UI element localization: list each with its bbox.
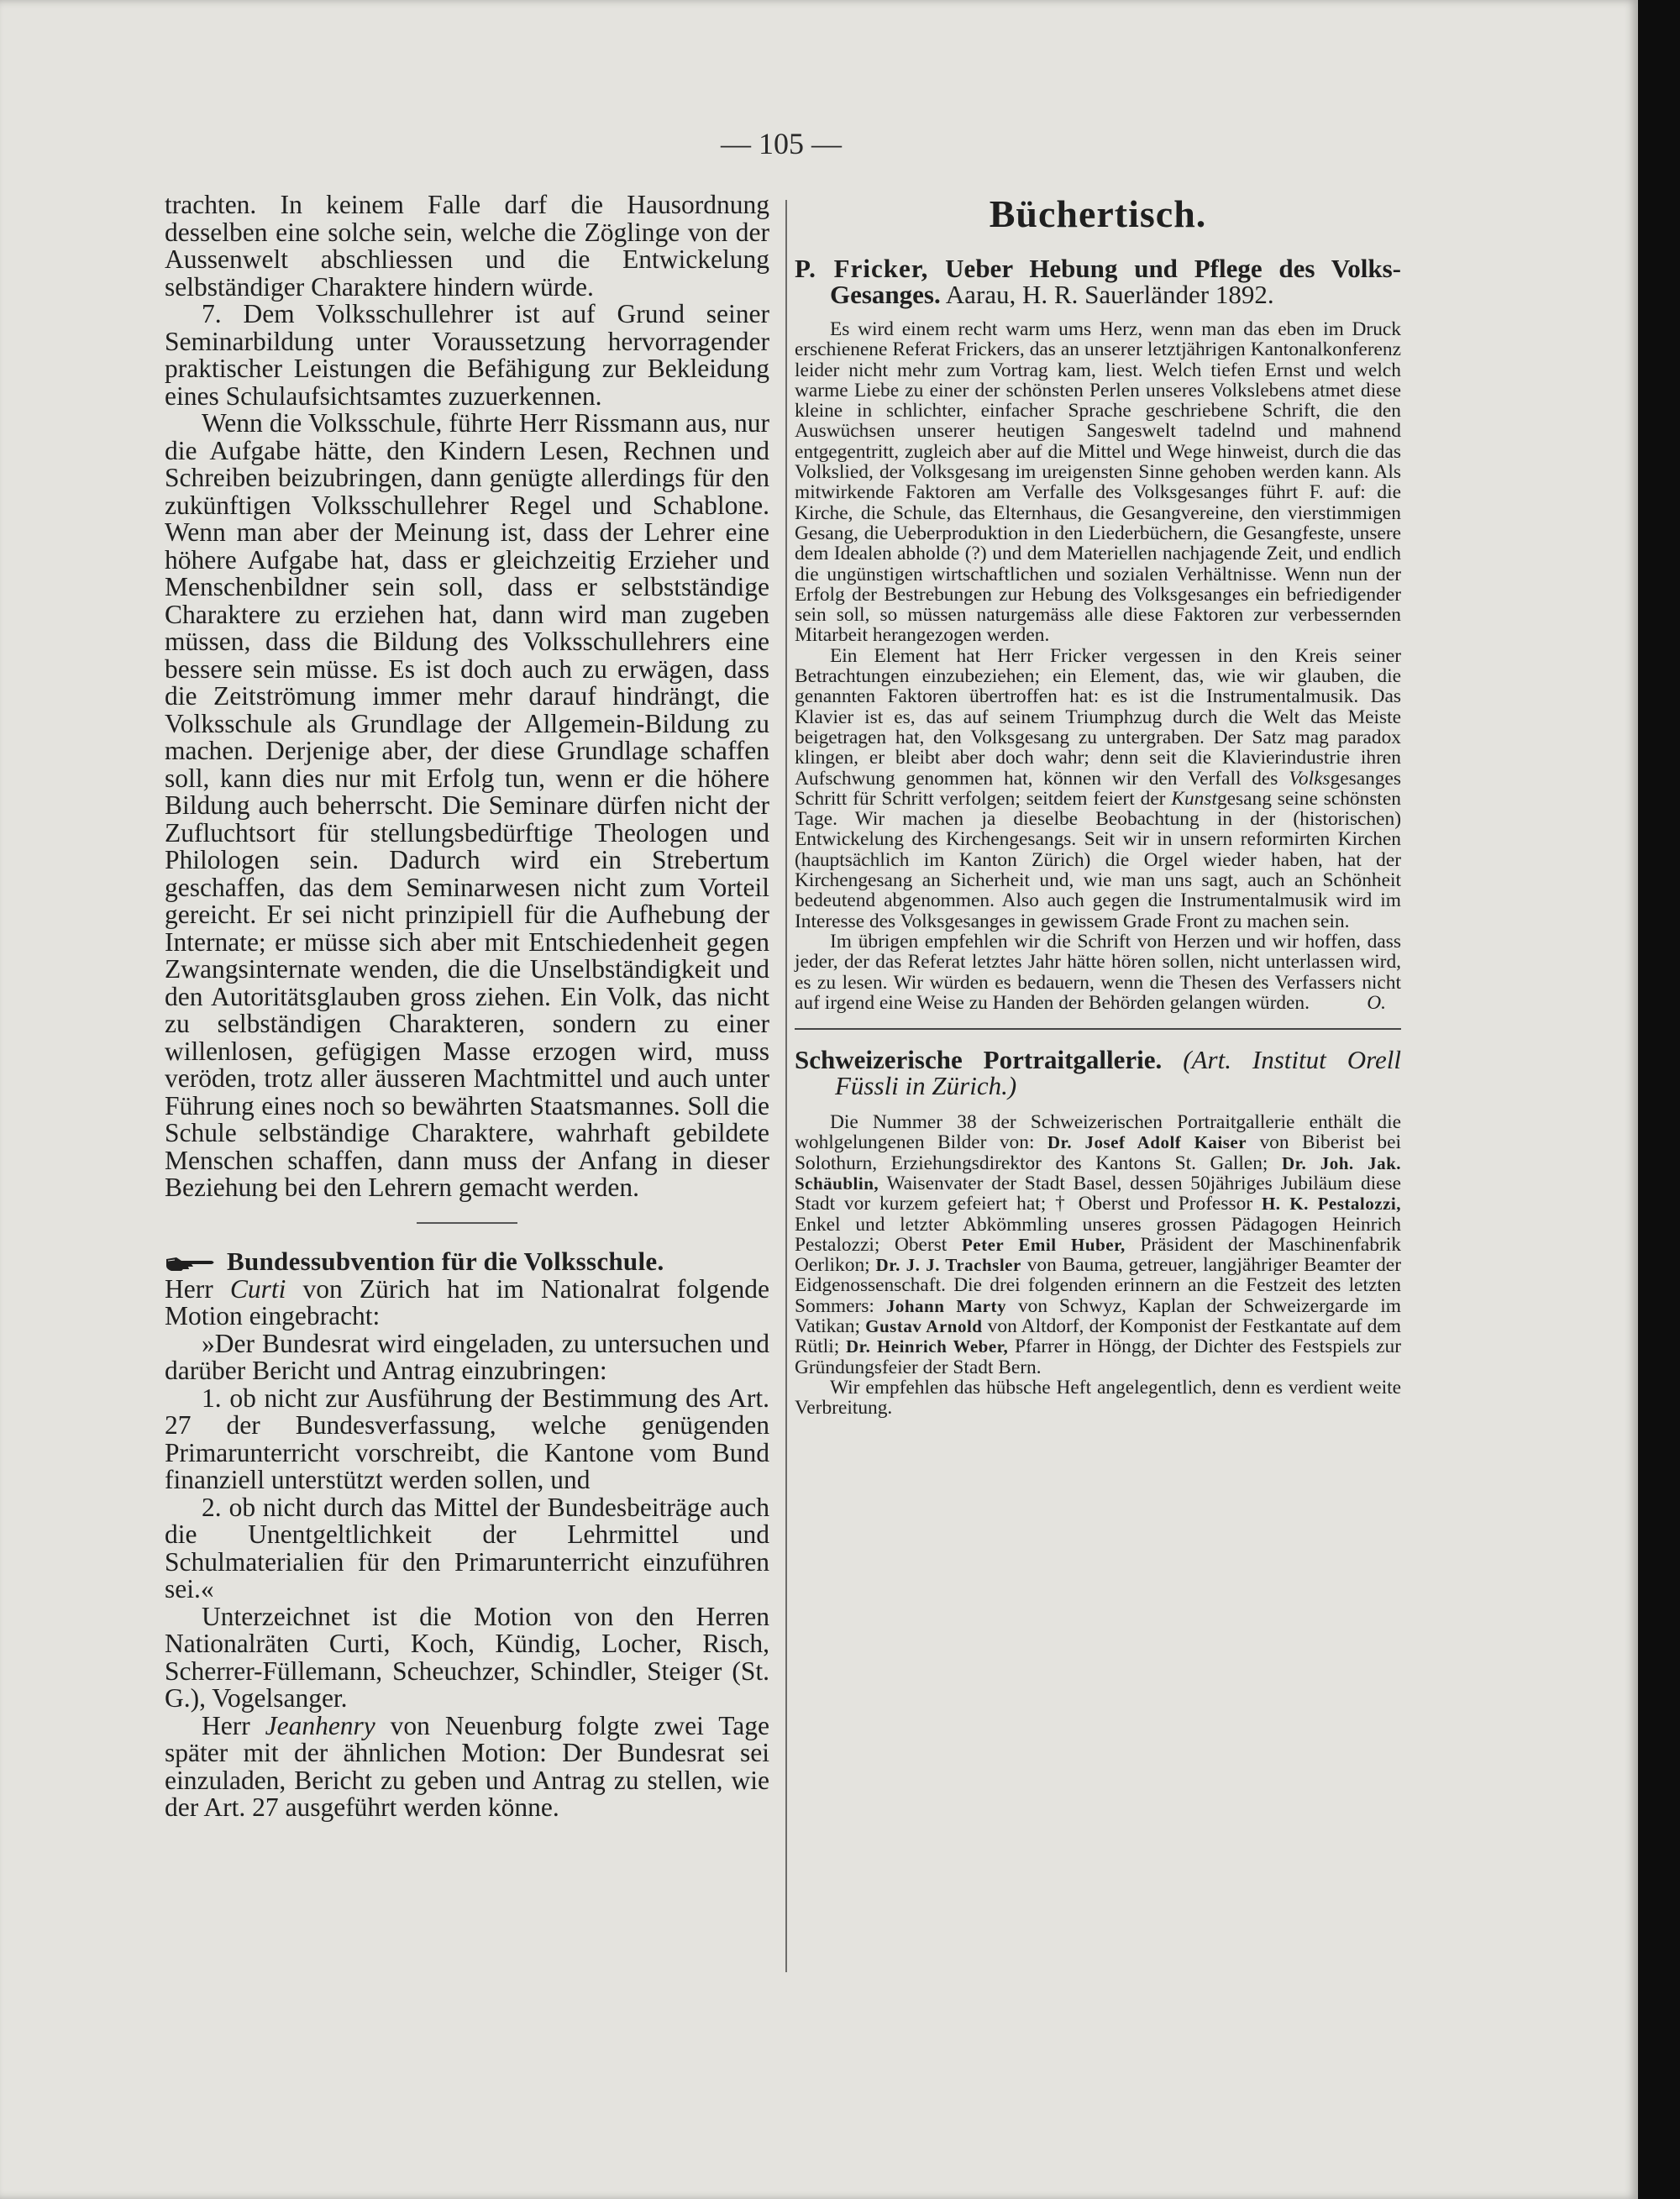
- scan-edge: [1638, 0, 1680, 2199]
- person-name: H. K. Pestalozzi,: [1261, 1194, 1401, 1215]
- bundessubvention-intro: [165, 1273, 769, 1330]
- buechertisch-title: Büchertisch.: [989, 192, 1207, 235]
- review-signature: O.: [1367, 991, 1386, 1014]
- review-paragraph-2: [795, 646, 1401, 932]
- column-divider: [785, 200, 787, 1972]
- gallery-p1-part-f: von Bauma, getreuer, langjähriger Beamter der Eidgenossenschaft. Die drei folgenden erinnern an die Festzeit des letzten Sommers:: [795, 1254, 1401, 1317]
- gallery-title: Schweizerische Portraitgallerie.: [795, 1045, 1163, 1075]
- gallery-p1-part-h: von Altdorf, der Komponist der Festkantate auf dem Rütli;: [795, 1315, 1401, 1358]
- person-name: Dr. J. J. Trachsler: [875, 1255, 1021, 1276]
- pointing-hand-icon: [165, 1254, 217, 1273]
- left-paragraph-thesis-7: 7. Dem Volksschullehrer ist auf Grund seiner Seminarbildung unter Voraussetzung hervorragender praktischer Leistungen die Befähigung zur Bekleidung eines Schulaufsichtsamtes zuzuerkennen.: [165, 299, 769, 411]
- person-name: Dr. Heinrich Weber,: [846, 1336, 1009, 1357]
- right-column: [795, 192, 1401, 1419]
- review-paragraph-3: [795, 932, 1401, 1013]
- jeanhenry-prefix: Herr: [202, 1710, 265, 1740]
- gallery-heading: [795, 1047, 1401, 1099]
- motion-point-1: 1. ob nicht zur Ausführung der Bestimmung des Art. 27 der Bundesverfassung, welche genügenden Primarunterricht vorschreibt, die Kantone vom Bund finanziell unterstützt werden sollen, und: [165, 1383, 769, 1494]
- review-p2-part-c: gesang seine schönsten Tage. Wir machen ja dieselbe Beobachtung in der (historischen) Entwickelung des Kirchengesangs. Seit wir in unsern reformirten Kirchen (hauptsächlich im Kanton Zürich) die Orgel wieder haben, hat der Kirchengesang an Sicherheit und, wie man uns sagt, auch an Schönheit bedeutend abgenommen. Also auch gegen die Instrumentalmusik wird im Interesse des Volksgesanges in gewissem Grade Front zu machen sein.: [795, 787, 1402, 932]
- bundessubvention-heading: [165, 1247, 769, 1276]
- review-paragraph-1: Es wird einem recht warm ums Herz, wenn man das eben im Druck erschienene Referat Frickers, das an unserer letztjährigen Kantonalkonferenz leider nicht mehr zum Vortrag kam, liest. Welch tiefen Ernst und welch warme Liebe zu einer der schönsten Perlen unseres Volkslebens atmet diese kleine in schlichter, einfacher Sprache geschriebene Schrift, die den Auswüchsen unserer heutigen Sangeswelt tadelnd und mahnend entgegentritt, zugleich aber auf die Mittel und Wege hinweist, durch die das Volkslied, der Volksgesang im ureigensten Sinne gehoben werden kann. Als mitwirkende Faktoren am Verfalle des Volksgesanges führt F. auf: die Kirche, die Schule, das Elternhaus, die Gesangvereine, den vierstimmigen Gesang, die Ueberproduktion in den Liederbüchern, die Gesangfeste, unsere dem Idealen abholde (?) und dem Materiellen nachjagende Zeit, und endlich die ungünstigen wirtschaftlichen und sozialen Verhältnisse. Wenn nun der Erfolg der Bestrebungen zur Hebung des Volksgesanges ein befriedigender sein soll, so müssen naturgemäss alle diese Faktoren zur verbessernden Mitarbeit herangezogen werden.: [795, 318, 1401, 647]
- gallery-publisher: (Art. Institut Orell Füssli in Zürich.): [835, 1045, 1402, 1101]
- gallery-p1-part-d: Enkel und letzter Abkömmling unseres grossen Pädagogen Heinrich Pestalozzi; Oberst: [795, 1213, 1401, 1256]
- person-name: Dr. Josef Adolf Kaiser: [1047, 1132, 1247, 1153]
- motion-signers: Unterzeichnet ist die Motion von den Herren Nationalräten Curti, Koch, Kündig, Locher, Risch, Scherrer-Füllemann, Scheuchzer, Schindler, Steiger (St. G.), Vogelsanger.: [165, 1601, 769, 1713]
- gallery-p1-part-a: Die Nummer 38 der Schweizerischen Portraitgallerie enthält die wohlgelungenen Bilder von:: [795, 1111, 1401, 1154]
- gallery-p1-part-g: von Schwyz, Kaplan der Schweizergarde im Vatikan;: [795, 1294, 1401, 1338]
- review-book-title: Ueber Hebung und Pflege des Volks-Gesanges.: [830, 254, 1401, 309]
- review-publisher: Aarau, H. R. Sauerländer 1892.: [945, 280, 1274, 309]
- intro-name-curti: Curti: [229, 1273, 286, 1304]
- left-column: [165, 192, 769, 1822]
- review-heading: [795, 255, 1401, 307]
- section-divider: [417, 1222, 517, 1224]
- jeanhenry-paragraph: [165, 1710, 769, 1822]
- gallery-p1-part-e: Präsident der Maschinenfabrik Oerlikon;: [795, 1233, 1401, 1277]
- left-paragraph-1: trachten. In keinem Falle darf die Hausordnung desselben eine solche sein, welche die Zöglinge von der Aussenwelt abschliessen und die Entwickelung selbständiger Charaktere hindern würde.: [165, 190, 769, 302]
- review-p2-part-a: Ein Element hat Herr Fricker vergessen in den Kreis seiner Betrachtungen einzubeziehen; ein Element, das, wie wir glauben, die genannten Faktoren übertroffen hat: es ist die Instrumentalmusik. Das Klavier ist es, das auf seinem Triumphzug durch die Welt das Meiste beigetragen hat, den Volksgesang zu untergraben. Der Satz mag paradox klingen, er bleibt aber doch wahr; denn seit die Klavierindustrie ihren Aufschwung genommen hat, können wir den Verfall des: [795, 644, 1401, 790]
- motion-point-2: 2. ob nicht durch das Mittel der Bundesbeiträge auch die Unentgeltlichkeit der Lehrmittel und Schulmaterialien für den Primarunterricht einzuführen sei.«: [165, 1492, 769, 1603]
- review-p2-part-b: gesanges Schritt für Schritt verfolgen; seitdem feiert der: [795, 767, 1401, 810]
- person-name: Peter Emil Huber,: [961, 1234, 1126, 1255]
- review-p3-text: Im übrigen empfehlen wir die Schrift von Herzen und wir hoffen, dass jeder, der das Referat letztes Jahr hätte hören sollen, nicht unterlassen wird, es zu lesen. Wir würden es bedauern, wenn die Thesen des Verfassers nicht auf irgend eine Weise zu Handen der Behörden gelangen würden.: [795, 930, 1401, 1014]
- gallery-paragraph-1: [795, 1112, 1401, 1378]
- person-name: Dr. Joh. Jak. Schäublin,: [795, 1152, 1401, 1194]
- gallery-p1-part-c: Waisenvater der Stadt Basel, dessen 50jähriges Jubiläum diese Stadt vor kurzem gefeiert hat; † Oberst und Professor: [795, 1172, 1401, 1215]
- person-name: Gustav Arnold: [865, 1316, 983, 1337]
- jeanhenry-suffix: von Neuenburg folgte zwei Tage später mit der ähnlichen Motion: Der Bundesrat sei einzuladen, Bericht zu geben und Antrag zu stellen, wie der Art. 27 ausgeführt werden könne.: [165, 1710, 769, 1822]
- page-number: — 105 —: [721, 127, 842, 160]
- person-name: Johann Marty: [885, 1295, 1006, 1316]
- right-section-divider: [795, 1028, 1401, 1030]
- gallery-p1-part-b: von Biberist bei Solothurn, Erziehungsdirektor des Kantons St. Gallen;: [795, 1131, 1401, 1174]
- left-paragraph-rissmann: Wenn die Volksschule, führte Herr Rissmann aus, nur die Aufgabe hätte, den Kindern Lesen, Rechnen und Schreiben beizubringen, dann genügte allerdings für den zukünftigen Volksschullehrer Regel und Schablone. Wenn man aber der Meinung ist, dass der Lehrer eine höhere Aufgabe hat, dass er gleichzeitig Erzieher und Menschenbildner sein soll, dass er selbstständige Charaktere zu erziehen hat, dann wird man zugeben müssen, dass die Bildung des Volksschullehrers eine bessere sein müsse. Es ist doch auch zu erwägen, dass die Zeitströmung immer mehr darauf hindrängt, die Volksschule als Grundlage der Allgemein-Bildung zu machen. Derjenige aber, der diese Grundlage schaffen soll, kann dies nur mit Erfolg tun, wenn er die höhere Bildung auch beherrscht. Die Seminare dürfen nicht der Zufluchtsort für stellungsbedürftige Theologen und Philologen sein. Dadurch wird ein Strebertum geschaffen, das dem Seminarwesen nicht zum Vorteil gereicht. Er sei nicht prinzipiell für die Aufhebung der Internate; er müsse sich aber mit Entschiedenheit gegen Zwangsinternate wenden, die die Unselbständigkeit und den Autoritätsglauben gross ziehen. Ein Volk, das nicht zu selbständigen Charakteren, sondern zu einer willenlosen, gefügigen Masse erzogen wird, muss veröden, trotz aller äusseren Machtmittel und auch unter Führung eines noch so bewährten Staatsmannes. Soll die Schule selbständige Charaktere, wahrhaft gebildete Menschen schaffen, dann muss der Anfang in dieser Beziehung bei den Lehrern gemacht werden.: [165, 408, 769, 1202]
- gallery-p1-part-i: Pfarrer in Höngg, der Dichter des Festspiels zur Gründungsfeier der Stadt Bern.: [795, 1336, 1402, 1378]
- intro-prefix: Herr: [165, 1273, 230, 1304]
- jeanhenry-name: Jeanhenry: [265, 1710, 375, 1740]
- motion-quote-intro: »Der Bundesrat wird eingeladen, zu untersuchen und darüber Bericht und Antrag einzubringen:: [165, 1328, 769, 1385]
- review-author: P. Fricker,: [795, 254, 929, 283]
- intro-suffix: von Zürich hat im Nationalrat folgende Motion eingebracht:: [165, 1273, 769, 1330]
- gallery-paragraph-2: Wir empfehlen das hübsche Heft angelegentlich, denn es verdient weite Verbreitung.: [795, 1376, 1401, 1420]
- review-p2-emphasis-volks: Volks: [1289, 767, 1331, 790]
- bundessubvention-heading-text: Bundessubvention für die Volksschule.: [227, 1246, 664, 1276]
- review-p2-emphasis-kunst: Kunst: [1171, 787, 1217, 810]
